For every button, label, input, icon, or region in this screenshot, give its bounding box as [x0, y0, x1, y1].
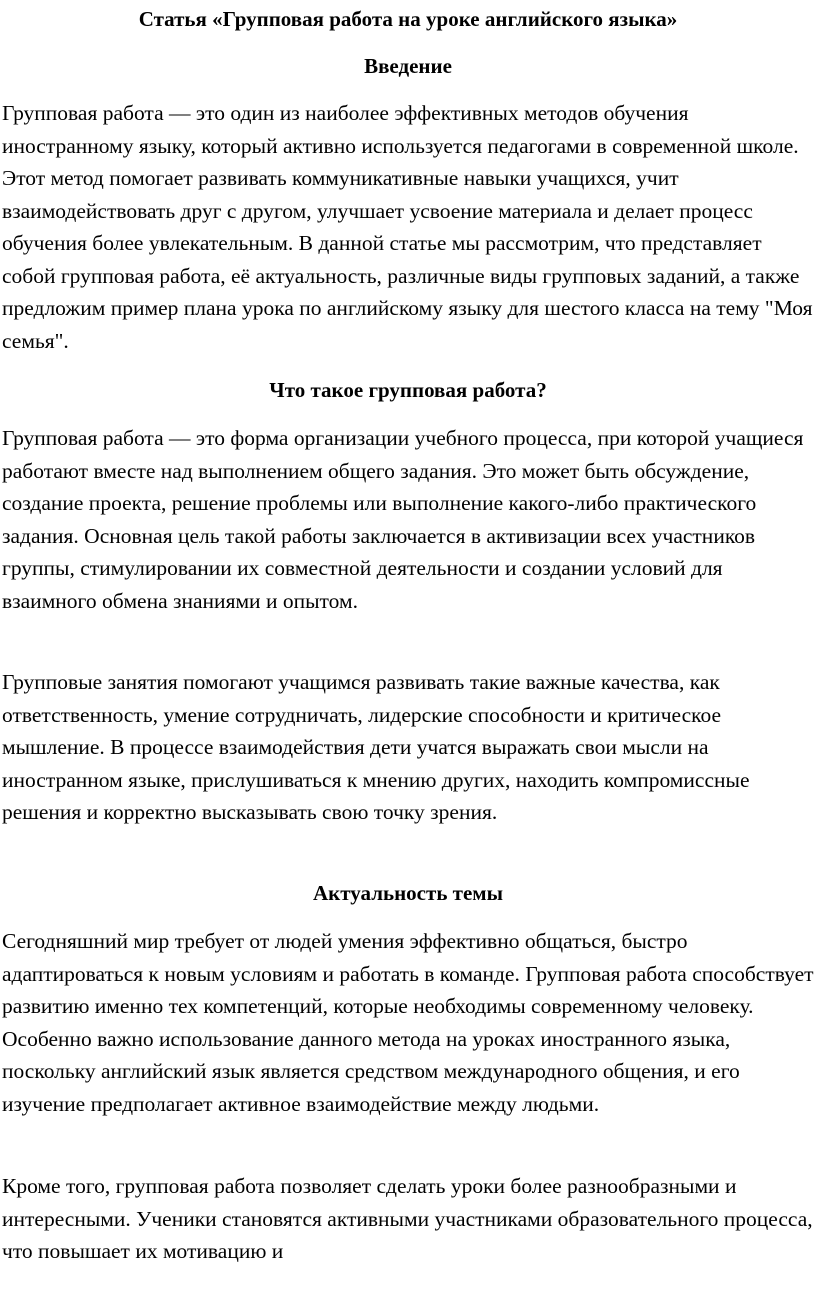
section-heading-relevance: Актуальность темы	[312, 881, 504, 905]
article-title: Статья «Групповая работа на уроке английского языка»	[138, 7, 678, 31]
section-heading-introduction: Введение	[364, 54, 452, 78]
relevance-paragraph-2: Кроме того, групповая работа позволяет сделать уроки более разнообразными и интересными. Ученики становятся активными участниками образовательного процесса, что повышает их мотивацию и	[2, 1174, 813, 1263]
what-is-group-work-paragraph-1: Групповая работа — это форма организации учебного процесса, при которой учащиеся работают вместе над выполнением общего задания. Это может быть обсуждение, создание проекта, решение проблемы или выполнение какого-либо практического задания. Основная цель такой работы заключается в активизации всех участников группы, стимулировании их совместной деятельности и создании условий для взаимного обмена знаниями и опытом.	[2, 426, 804, 613]
section-heading-what-is-group-work: Что такое групповая работа?	[269, 378, 547, 402]
introduction-paragraph: Групповая работа — это один из наиболее эффективных методов обучения иностранному языку, который активно используется педагогами в современной школе. Этот метод помогает развивать коммуникативные навыки учащихся, учит взаимодействовать друг с другом, улучшает усвоение материала и делает процесс обучения более увлекательным. В данной статье мы рассмотрим, что представляет собой групповая работа, её актуальность, различные виды групповых заданий, а также предложим пример плана урока по английскому языку для шестого класса на тему "Моя семья".	[2, 101, 813, 353]
relevance-paragraph-1: Сегодняшний мир требует от людей умения эффективно общаться, быстро адаптироваться к новым условиям и работать в команде. Групповая работа способствует развитию именно тех компетенций, которые необходимы современному человеку. Особенно важно использование данного метода на уроках иностранного языка, поскольку английский язык является средством международного общения, и его изучение предполагает активное взаимодействие между людьми.	[2, 929, 814, 1116]
what-is-group-work-paragraph-2: Групповые занятия помогают учащимся развивать такие важные качества, как ответственность, умение сотрудничать, лидерские способности и критическое мышление. В процессе взаимодействия дети учатся выражать свои мысли на иностранном языке, прислушиваться к мнению других, находить компромиссные решения и корректно высказывать свою точку зрения.	[2, 670, 750, 824]
